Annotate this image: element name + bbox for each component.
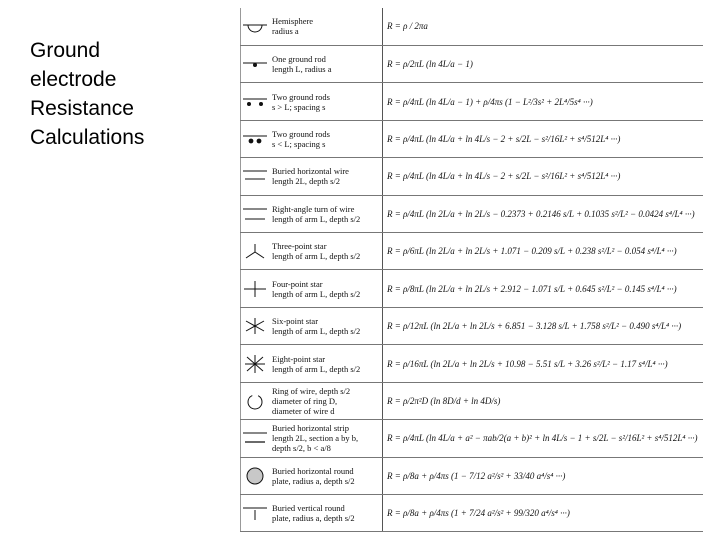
electrode-symbol-cell [240, 307, 270, 344]
formula-text: R = ρ/12πL (ln 2L/a + ln 2L/s + 6.851 − 3.128 s/L + 1.758 s²/L² − 0.490 s⁴/L⁴ ···) [387, 321, 682, 332]
electrode-description [270, 494, 383, 531]
resistance-formula [383, 345, 704, 382]
formula-table [240, 8, 703, 532]
description-line: Four-point star [272, 278, 323, 289]
hemisphere-icon [241, 17, 269, 35]
description-line: One ground rod [272, 54, 326, 65]
description-line: Six-point star [272, 316, 319, 327]
description-line: diameter of ring D, [272, 395, 338, 406]
description-line: Right-angle turn of wire [272, 203, 355, 214]
electrode-symbol-cell [240, 8, 270, 45]
formula-text: R = ρ/8πL (ln 2L/a + ln 2L/s + 2.912 − 1.071 s/L + 0.645 s²/L² − 0.145 s⁴/L⁴ ···) [387, 283, 677, 294]
electrode-symbol-cell [240, 382, 270, 419]
electrode-symbol-cell [240, 345, 270, 382]
description-line: Buried vertical round [272, 503, 345, 514]
two-rods-wide-icon [241, 93, 269, 111]
electrode-symbol-cell [240, 120, 270, 157]
title-line: Calculations [30, 126, 145, 149]
electrode-symbol-cell [240, 83, 270, 120]
table-row [240, 345, 703, 382]
horizontal-plate-icon [241, 467, 269, 485]
right-angle-wire-icon [241, 205, 269, 223]
table-row [240, 233, 703, 270]
formula-text: R = ρ/2πL (ln 4L/a − 1) [387, 59, 473, 70]
description-line: length of arm L, depth s/2 [272, 251, 361, 262]
electrode-description [270, 307, 383, 344]
resistance-formula [383, 8, 704, 45]
electrode-symbol-cell [240, 158, 270, 195]
ground-rod-icon [241, 55, 269, 73]
description-line: Two ground rods [272, 91, 330, 102]
resistance-formula [383, 270, 704, 307]
description-line: length of arm L, depth s/2 [272, 363, 361, 374]
electrode-description [270, 420, 383, 457]
table-row [240, 83, 703, 120]
title-line: electrode [30, 68, 117, 91]
table-row [240, 8, 703, 45]
table-row [240, 195, 703, 232]
formula-text: R = ρ/8a + ρ/4πs (1 − 7/12 a²/s² + 33/40 a⁴/s⁴ ···) [387, 470, 566, 481]
resistance-formula [383, 494, 704, 531]
description-line: Ring of wire, depth s/2 [272, 385, 351, 396]
six-point-star-icon [241, 317, 269, 335]
description-line: Three-point star [272, 241, 327, 252]
description-line: length L, radius a [272, 64, 332, 75]
electrode-description [270, 83, 383, 120]
resistance-formula [383, 120, 704, 157]
electrode-description [270, 8, 383, 45]
resistance-formula [383, 420, 704, 457]
table-row [240, 307, 703, 344]
formula-text: R = ρ/4πL (ln 2L/a + ln 2L/s − 0.2373 + 0.2146 s/L + 0.1035 s²/L² − 0.0424 s⁴/L⁴ ···) [387, 208, 695, 219]
electrode-description [270, 382, 383, 419]
table-row [240, 158, 703, 195]
table-row [240, 120, 703, 157]
table-row [240, 457, 703, 494]
table-row [240, 382, 703, 419]
description-line: Hemisphere [272, 16, 314, 27]
two-rods-close-icon [241, 130, 269, 148]
resistance-formula [383, 382, 704, 419]
resistance-formula [383, 457, 704, 494]
formula-text: R = ρ / 2πa [387, 21, 428, 32]
description-line: length of arm L, depth s/2 [272, 326, 361, 337]
electrode-symbol-cell [240, 457, 270, 494]
description-line: Buried horizontal round [272, 465, 354, 476]
electrode-symbol-cell [240, 420, 270, 457]
table-row [240, 494, 703, 531]
electrode-symbol-cell [240, 233, 270, 270]
formula-text: R = ρ/4πL (ln 4L/a + ln 4L/s − 2 + s/2L − s²/16L² + s⁴/512L⁴ ···) [387, 133, 621, 144]
resistance-formula [383, 45, 704, 82]
electrode-description [270, 457, 383, 494]
resistance-formula [383, 307, 704, 344]
resistance-formula [383, 83, 704, 120]
three-point-star-icon [241, 242, 269, 260]
title-line: Ground [30, 39, 101, 62]
ring-of-wire-icon [241, 392, 269, 410]
formula-text: R = ρ/4πL (ln 4L/a + a² − πab/2(a + b)² + ln 4L/s − 1 + s/2L − s²/16L² + s⁴/512L⁴ ···) [387, 433, 698, 444]
formula-text: R = ρ/6πL (ln 2L/a + ln 2L/s + 1.071 − 0.209 s/L + 0.238 s²/L² − 0.054 s⁴/L⁴ ···) [387, 246, 677, 257]
four-point-star-icon [241, 280, 269, 298]
electrode-symbol-cell [240, 494, 270, 531]
table-row [240, 45, 703, 82]
electrode-description [270, 45, 383, 82]
resistance-formula [383, 158, 704, 195]
description-line: length 2L, section a by b, [272, 433, 359, 444]
resistance-formula [383, 195, 704, 232]
description-line: Buried horizontal wire [272, 166, 349, 177]
electrode-description [270, 158, 383, 195]
title-line: Resistance [30, 97, 134, 120]
description-line: Buried horizontal strip [272, 423, 349, 434]
electrode-description [270, 233, 383, 270]
table-row [240, 420, 703, 457]
vertical-plate-icon [241, 504, 269, 522]
horizontal-strip-icon [241, 429, 269, 447]
description-line: Eight-point star [272, 353, 326, 364]
formula-text: R = ρ/4πL (ln 4L/a − 1) + ρ/4πs (1 − L²/3s² + 2L⁴/5s⁴ ···) [387, 96, 593, 107]
description-line: length of arm L, depth s/2 [272, 213, 361, 224]
eight-point-star-icon [241, 355, 269, 373]
table-row [240, 270, 703, 307]
formula-text: R = ρ/8a + ρ/4πs (1 + 7/24 a²/s² + 99/320 a⁴/s⁴ ···) [387, 508, 570, 519]
description-line: plate, radius a, depth s/2 [272, 475, 355, 486]
description-line: plate, radius a, depth s/2 [272, 513, 355, 524]
description-line: diameter of wire d [272, 405, 335, 416]
formula-text: R = ρ/16πL (ln 2L/a + ln 2L/s + 10.98 − 5.51 s/L + 3.26 s²/L² − 1.17 s⁴/L⁴ ···) [387, 358, 668, 369]
electrode-symbol-cell [240, 195, 270, 232]
horizontal-wire-icon [241, 167, 269, 185]
description-line: s > L; spacing s [272, 101, 326, 112]
slide-title [30, 36, 230, 152]
description-line: depth s/2, b < a/8 [272, 443, 331, 454]
electrode-description [270, 120, 383, 157]
description-line: s < L; spacing s [272, 138, 326, 149]
electrode-symbol-cell [240, 270, 270, 307]
description-line: Two ground rods [272, 128, 330, 139]
description-line: radius a [272, 26, 299, 37]
electrode-description [270, 270, 383, 307]
electrode-symbol-cell [240, 45, 270, 82]
formula-text: R = ρ/4πL (ln 4L/a + ln 4L/s − 2 + s/2L − s²/16L² + s⁴/512L⁴ ···) [387, 171, 621, 182]
description-line: length 2L, depth s/2 [272, 176, 340, 187]
electrode-description [270, 345, 383, 382]
description-line: length of arm L, depth s/2 [272, 288, 361, 299]
electrode-description [270, 195, 383, 232]
resistance-formula [383, 233, 704, 270]
formula-text: R = ρ/2π²D (ln 8D/d + ln 4D/s) [387, 395, 501, 406]
